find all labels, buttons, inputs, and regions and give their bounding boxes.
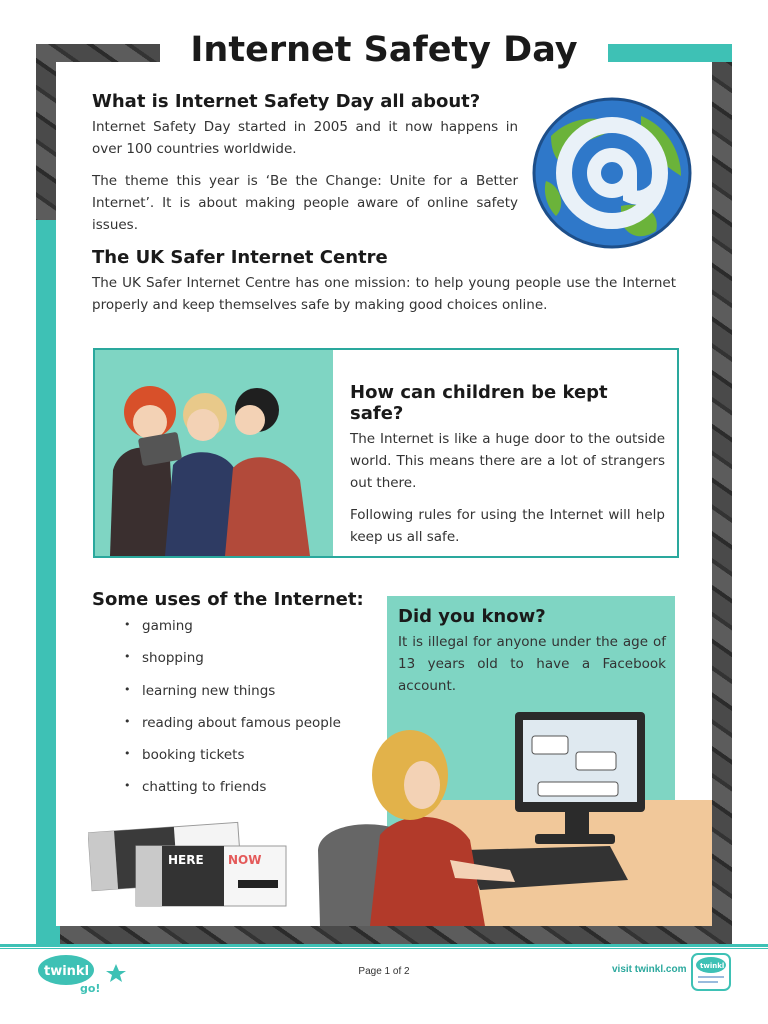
kept-safe-text <box>350 382 665 548</box>
footer-divider <box>0 948 768 949</box>
visit-link[interactable]: visit twinkl.com <box>612 964 687 975</box>
children-with-tablet-icon <box>95 350 333 556</box>
globe-at-symbol-illustration <box>531 96 693 250</box>
list-item: • shopping <box>124 650 382 682</box>
logo-sub-text: go! <box>80 982 101 995</box>
ticket-now-text: NOW <box>228 853 262 867</box>
section-about <box>92 91 518 236</box>
list-item: • reading about famous people <box>124 715 382 747</box>
paragraph: The theme this year is ‘Be the Change: Unite for a Better Internet’. It is about making people aware of online safety issues. <box>92 173 518 233</box>
paragraph: The UK Safer Internet Centre has one mission: to help young people use the Internet properly and keep themselves safe by making good choices online. <box>92 275 676 313</box>
ticket-here-text: HERE <box>168 853 204 867</box>
section-uk-centre <box>92 247 676 316</box>
paragraph: The Internet is like a huge door to the outside world. This means there are a lot of strangers out there. <box>350 431 665 491</box>
section-heading: Did you know? <box>398 606 546 627</box>
list-item: • chatting to friends <box>124 779 382 811</box>
children-illustration <box>95 350 333 556</box>
list-item: • gaming <box>124 618 382 650</box>
page-title: Internet Safety Day <box>190 30 578 70</box>
badge-text: twinkl <box>700 962 725 970</box>
section-heading: How can children be kept safe? <box>350 382 608 424</box>
teal-border-strip <box>608 44 732 62</box>
kept-safe-box <box>93 348 679 558</box>
section-heading: The UK Safer Internet Centre <box>92 247 388 268</box>
paragraph: It is illegal for anyone under the age of 13 years old to have a Facebook account. <box>398 634 666 694</box>
paragraph: Internet Safety Day started in 2005 and it now happens in over 100 countries worldwide. <box>92 119 518 157</box>
logo-text: twinkl <box>44 964 90 979</box>
list-item: • booking tickets <box>124 747 382 779</box>
paragraph: Following rules for using the Internet will help keep us all safe. <box>350 507 665 545</box>
tickets-illustration <box>88 818 293 910</box>
section-heading: What is Internet Safety Day all about? <box>92 91 481 112</box>
did-you-know-text <box>398 606 666 697</box>
footer-divider <box>0 944 768 947</box>
page-number: Page 1 of 2 <box>358 966 410 977</box>
section-heading: Some uses of the Internet: <box>92 589 364 610</box>
list-item: • learning new things <box>124 683 382 715</box>
quality-badge-icon <box>690 952 732 992</box>
girl-at-computer-illustration <box>310 700 712 926</box>
